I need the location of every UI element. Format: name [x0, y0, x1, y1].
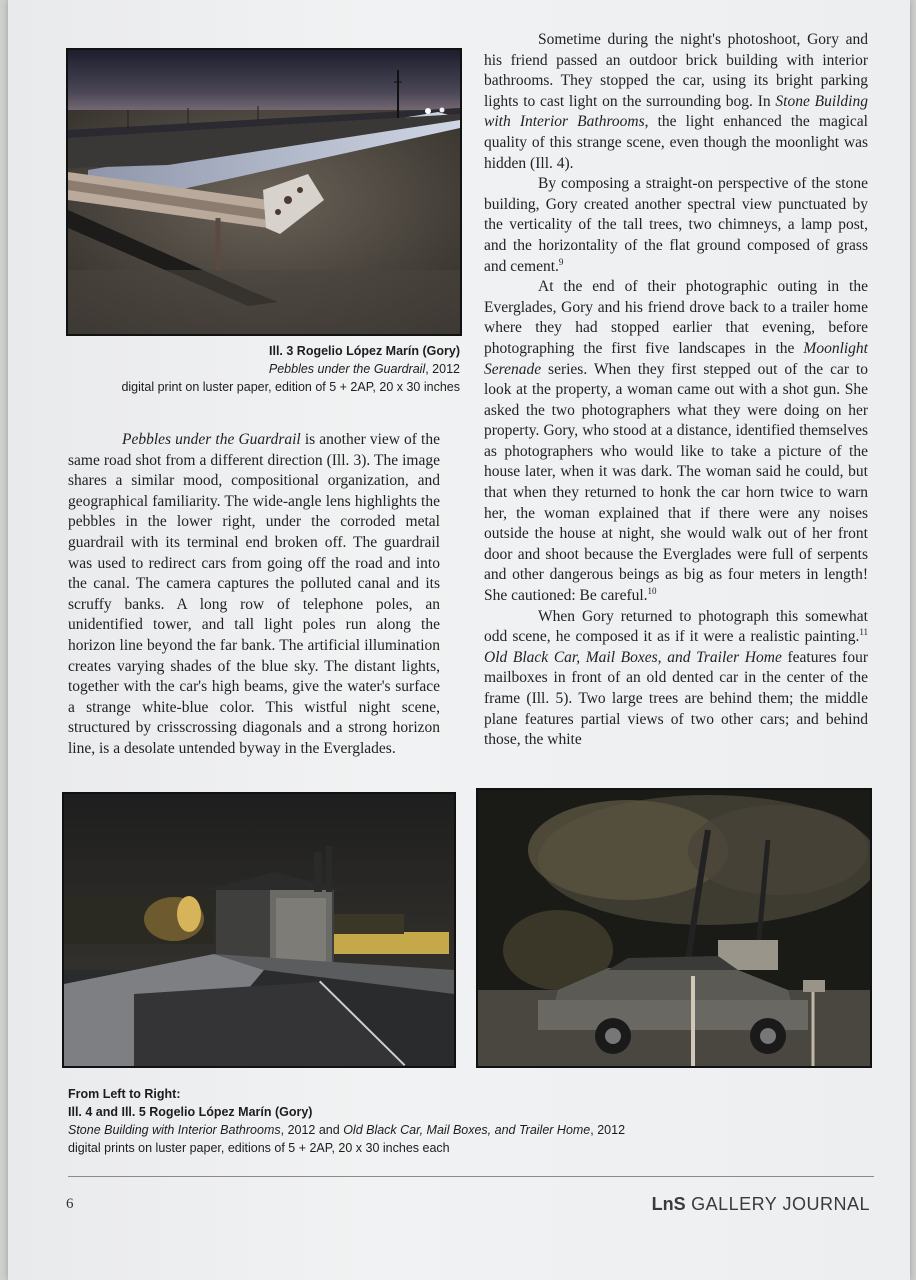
right-p3-title: Moonlight Serenade	[484, 339, 868, 378]
caption-artist: Ill. 4 and Ill. 5 Rogelio López Marín (Gory)	[68, 1105, 313, 1119]
caption-mid: , 2012 and	[280, 1123, 344, 1137]
caption-title-4: Stone Building with Interior Bathrooms	[68, 1123, 281, 1137]
journal-name: GALLERY JOURNAL	[685, 1194, 870, 1214]
left-p1-body: is another view of the same road shot from a different direction (Ill. 3). The image shares a similar mood, compositional organization, and geographical familiarity. The wide-angle lens highlights the pebbles in the lower right, under the corroded metal guardrail with its terminal end broken off. The guardrail was used to redirect cars from going off the road and into the canal. The camera captures the polluted canal and its scruffy banks. A long row of telephone poles, an unidentified tower, and tall light poles run along the horizon line beyond the far bank. The artificial illumination creates varying shades of the blue sky. The distant lights, together with the car's high beams, give the water's surface a strange white-blue color. This wistful night scene, structured by crisscrossing diagonals and a strong horizon line, is a desolate untended byway in the Everglades.	[68, 431, 440, 757]
caption-medium: digital prints on luster paper, editions of 5 + 2AP, 20 x 30 inches each	[68, 1141, 450, 1155]
figure-3-caption	[68, 342, 460, 396]
right-p1-title: Stone Building with Interior Bathrooms	[484, 92, 868, 131]
guardrail-scene	[68, 50, 460, 334]
journal-page	[8, 0, 910, 1280]
figure-3-artist: Ill. 3 Rogelio López Marín (Gory)	[269, 344, 460, 358]
caption-titles-line	[68, 1121, 868, 1139]
figure-3-title: Pebbles under the Guardrail	[268, 362, 426, 376]
footnote-10: 10	[647, 585, 657, 596]
photo-stone-building	[62, 792, 456, 1068]
footnote-9: 9	[558, 256, 564, 267]
page-number: 6	[66, 1196, 74, 1212]
right-p2: By composing a straight-on perspective of the stone building, Gory created another spectral view punctuated by the verticality of the tall trees, two chimneys, a lamp post, and the horizontality of the flat ground composed of grass and cement.	[484, 175, 868, 275]
left-paragraph-1	[68, 430, 440, 760]
left-p1-title: Pebbles under the Guardrail	[122, 431, 301, 448]
right-paragraph-4	[484, 607, 868, 751]
right-p3-b: series. When they first stepped out of the car to look at the property, a woman came out with a shot gun. She asked the two photographers what they were doing on her property. Gory, who stood at a distance, identified themselves as photographers who would like to take a picture of the house later, when it was dark. The woman said he could, but that when they returned to honk the car horn twice to warn her, the woman explained that if there were any noises outside the house at night, she would walk out of her front door and shoot because the Everglades were full of serpents and other dangerous beings as big as four meters in length! She cautioned: Be careful.	[484, 360, 868, 605]
right-p4-title: Old Black Car, Mail Boxes, and Trailer Home	[484, 648, 782, 666]
right-paragraph-1	[484, 30, 868, 174]
right-p1-a: Sometime during the night's photoshoot, Gory and his friend passed an outdoor brick building with interior bathrooms. They stopped the car, using its bright parking lights to cast light on the surrounding bog. In	[484, 31, 868, 110]
figure-3-title-line	[68, 360, 460, 378]
right-p1-b: , the light enhanced the magical quality of this strange scene, even though the moonlight was hidden (Ill. 4).	[484, 113, 868, 172]
caption-direction: From Left to Right:	[68, 1087, 181, 1101]
right-paragraph-3	[484, 277, 868, 607]
right-paragraph-2	[484, 174, 868, 277]
right-p3-a: At the end of their photographic outing in the Everglades, Gory and his friend drove back to a trailer home where they had stopped earlier that evening, before photographing the first five landscapes in the	[484, 278, 868, 357]
photo-pebbles-under-guardrail	[66, 48, 462, 336]
caption-title-5: Old Black Car, Mail Boxes, and Trailer Home	[343, 1123, 591, 1137]
footnote-11: 11	[859, 627, 868, 638]
caption-year-5: , 2012	[590, 1123, 626, 1137]
right-p4-b: features four mailboxes in front of an old dented car in the center of the frame (Ill. 5). Two large trees are behind them; the middle plane features partial views of two other cars; and behind those, the white	[484, 648, 869, 749]
figures-4-5-caption	[68, 1085, 868, 1157]
journal-lns: LnS	[651, 1194, 686, 1214]
footer-divider	[68, 1176, 874, 1177]
photo-old-black-car	[476, 788, 872, 1068]
old-car-scene	[478, 790, 870, 1066]
right-column-text	[484, 30, 868, 751]
figure-3-medium: digital print on luster paper, edition of 5 + 2AP, 20 x 30 inches	[121, 380, 460, 394]
journal-logo	[652, 1194, 870, 1215]
stone-building-scene	[64, 794, 454, 1066]
right-p4-a: When Gory returned to photograph this somewhat odd scene, he composed it as if it were a realistic painting.	[484, 607, 868, 646]
figure-3-year: , 2012	[425, 362, 460, 376]
left-column-text	[68, 430, 440, 760]
